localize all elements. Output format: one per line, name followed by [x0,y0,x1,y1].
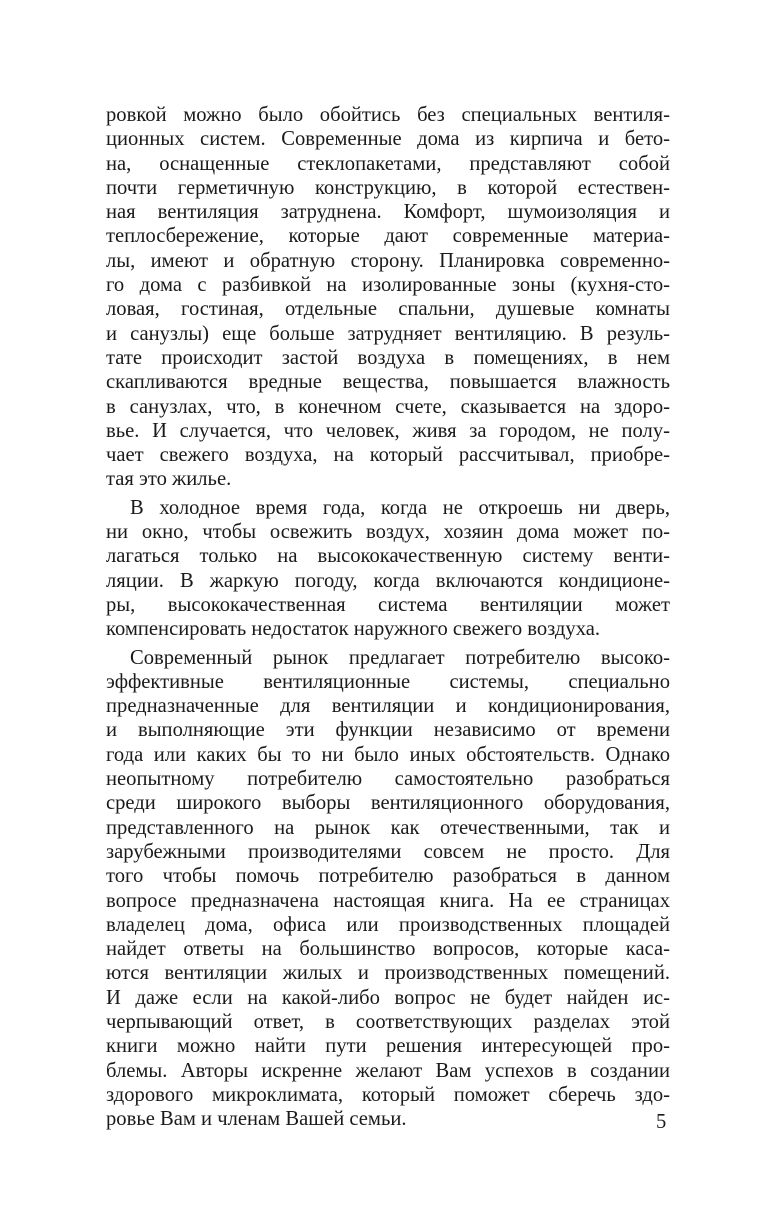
paragraph-3-line: эффективные вентиляционные системы, специально [106,670,670,693]
paragraph-2-line: лагаться только на высококачественную систему венти- [106,545,670,568]
paragraph-3-line: черпывающий ответ, в соответствующих разделах этой [106,1010,670,1033]
paragraph-1-line: лы, имеют и обратную сторону. Планировка современно- [106,249,670,272]
paragraph-1-line: ная вентиляция затруднена. Комфорт, шумоизоляция и [106,201,670,224]
paragraph-3-line: ровье Вам и членам Вашей семьи. [106,1108,407,1131]
paragraph-2-line: компенсировать недостаток наружного свежего воздуха. [106,618,601,641]
paragraph-1-line: теплосбережение, которые дают современные материа- [106,225,670,248]
paragraph-1-line: в санузлах, что, в конечном счете, сказывается на здоро- [106,395,670,418]
paragraph-3-line: блемы. Авторы искренне желают Вам успехов в создании [106,1059,670,1082]
paragraph-1-line: ционных систем. Современные дома из кирпича и бето- [106,128,670,151]
paragraph-3-line: года или каких бы то ни было иных обстоятельств. Однако [106,743,670,766]
paragraph-3-line: книги можно найти пути решения интересующей про- [106,1035,670,1058]
paragraph-3-line: найдет ответы на большинство вопросов, которые каса- [106,938,670,961]
paragraph-1-line: ловая, гостиная, отдельные спальни, душевые комнаты [106,298,670,321]
paragraph-3-line: предназначенные для вентиляции и кондиционирования, [106,695,670,718]
paragraph-1-line: и санузлы) еще больше затрудняет вентиляцию. В резуль- [106,322,670,345]
paragraph-3-line: ются вентиляции жилых и производственных помещений. [106,962,670,985]
paragraph-1-line: вье. И случается, что человек, живя за городом, не полу- [106,419,670,442]
paragraph-1-line: чает свежего воздуха, на который рассчитывал, приобре- [106,444,670,467]
paragraph-3-line: и выполняющие эти функции независимо от времени [106,719,670,742]
paragraph-3-line: здорового микроклимата, который поможет сберечь здо- [106,1083,670,1106]
paragraph-3-line: вопросе предназначена настоящая книга. На ее страницах [106,889,670,912]
paragraph-1-line: почти герметичную конструкцию, в которой естествен- [106,176,670,199]
paragraph-1-line: тая это жилье. [106,468,232,491]
paragraph-3-line: зарубежными производителями совсем не просто. Для [106,840,670,863]
paragraph-1-line: на, оснащенные стеклопакетами, представляют собой [106,152,670,175]
paragraph-1-line: тате происходит застой воздуха в помещениях, в нем [106,346,670,369]
paragraph-3-line: неопытному потребителю самостоятельно разобраться [106,768,670,791]
paragraph-3-line: И даже если на какой-либо вопрос не будет найден ис- [106,986,670,1009]
paragraph-2-line: ляции. В жаркую погоду, когда включаются кондиционе- [106,569,670,592]
page-number: 5 [656,1111,667,1133]
paragraph-3-line: представленного на рынок как отечественными, так и [106,816,670,839]
body-text [106,103,670,1131]
paragraph-1-line: скапливаются вредные вещества, повышается влажность [106,371,670,394]
paragraph-3-line: того чтобы помочь потребителю разобраться в данном [106,865,670,888]
paragraph-2-line: ры, высококачественная система вентиляции может [106,593,670,616]
paragraph-3-line: владелец дома, офиса или производственных площадей [106,913,670,936]
paragraph-2-line: В холодное время года, когда не откроешь ни дверь, [130,496,670,519]
paragraph-1-line: ровкой можно было обойтись без специальных вентиля- [106,104,670,126]
paragraph-3-line: Современный рынок предлагает потребителю высоко- [130,646,670,669]
paragraph-1-line: го дома с разбивкой на изолированные зоны (кухня-сто- [106,274,670,297]
paragraph-2-line: ни окно, чтобы освежить воздух, хозяин дома может по- [106,521,670,544]
paragraph-3-line: среди широкого выборы вентиляционного оборудования, [106,792,670,815]
